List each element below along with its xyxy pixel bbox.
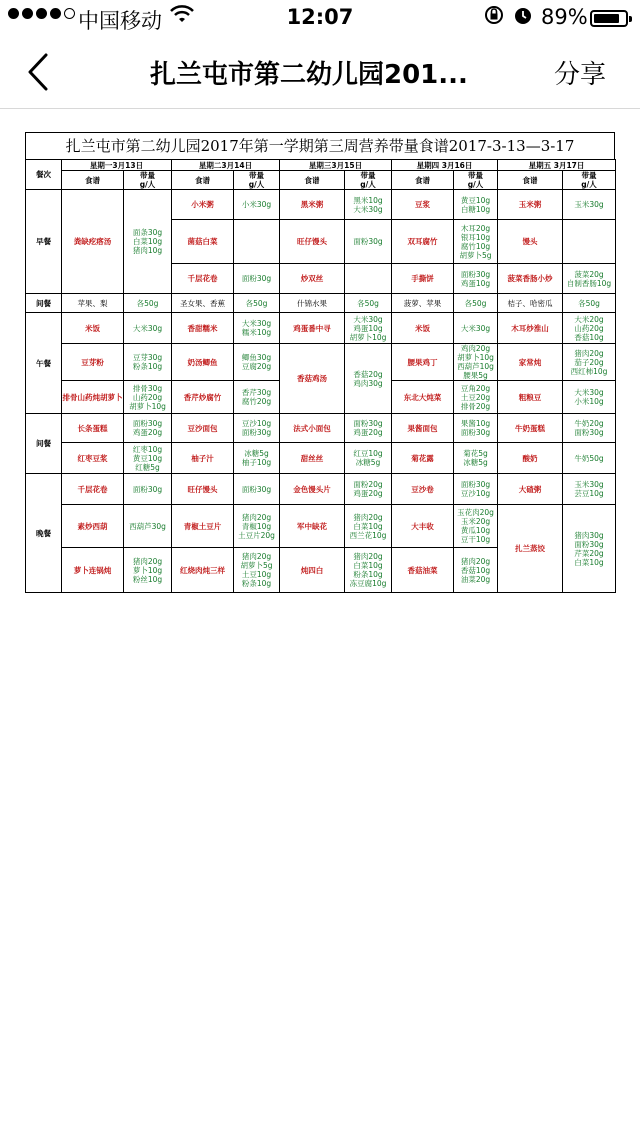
qty-cell: 面粉30g 鸡蛋20g xyxy=(345,414,392,443)
qty-cell: 各50g xyxy=(454,294,498,313)
qty-cell: 猪肉20g 香菇10g 油菜20g xyxy=(454,548,498,593)
dish-cell: 粗粮豆 xyxy=(498,381,563,414)
status-bar xyxy=(0,0,640,36)
dish-cell: 扎兰蒸饺 xyxy=(498,505,563,593)
dish-cell: 红烧肉炖三样 xyxy=(172,548,234,593)
dish-cell: 柚子汁 xyxy=(172,443,234,474)
dish-cell: 旺仔馒头 xyxy=(172,474,234,505)
menu-table xyxy=(25,159,616,593)
qty-cell: 红豆10g 冰糖5g xyxy=(345,443,392,474)
qty-cell: 黄豆10g 白糖10g xyxy=(454,190,498,220)
dish-cell: 排骨山药炖胡萝卜 xyxy=(62,381,124,414)
qty-cell: 鲫鱼30g 豆腐20g xyxy=(234,344,280,381)
qty-cell xyxy=(563,220,616,264)
dish-cell: 东北大炖菜 xyxy=(392,381,454,414)
menu-row xyxy=(26,443,616,474)
qty-cell: 豆沙10g 面粉30g xyxy=(234,414,280,443)
dish-cell: 小米粥 xyxy=(172,190,234,220)
qty-cell: 木耳20g 银耳10g 腐竹10g 胡萝卜5g xyxy=(454,220,498,264)
dish-cell: 牛奶蛋糕 xyxy=(498,414,563,443)
dish-cell: 长条蛋糕 xyxy=(62,414,124,443)
dish-cell: 双耳腐竹 xyxy=(392,220,454,264)
qty-cell: 菠菜20g 自制香肠10g xyxy=(563,264,616,294)
dish-cell: 米饭 xyxy=(62,313,124,344)
qty-cell: 猪肉30g 面粉30g 芹菜20g 白菜10g xyxy=(563,505,616,593)
dish-cell: 奶汤鲫鱼 xyxy=(172,344,234,381)
menu-row xyxy=(26,474,616,505)
dish-cell: 桔子、哈密瓜 xyxy=(498,294,563,313)
dish-cell: 菊花露 xyxy=(392,443,454,474)
qty-cell: 红枣10g 黄豆10g 红糖5g xyxy=(124,443,172,474)
dish-header: 食谱 xyxy=(172,171,234,190)
dish-cell: 旺仔馒头 xyxy=(280,220,345,264)
dish-cell: 豆沙面包 xyxy=(172,414,234,443)
qty-cell: 各50g xyxy=(563,294,616,313)
dish-cell: 豆沙卷 xyxy=(392,474,454,505)
dish-cell: 手撕饼 xyxy=(392,264,454,294)
dish-cell: 木耳炒淮山 xyxy=(498,313,563,344)
menu-row xyxy=(26,414,616,443)
dish-cell: 千层花卷 xyxy=(172,264,234,294)
dish-header: 食谱 xyxy=(280,171,345,190)
qty-cell: 猪肉20g 胡萝卜5g 土豆10g 粉条10g xyxy=(234,548,280,593)
qty-header: 带量 g/人 xyxy=(454,171,498,190)
dish-cell: 什锦水果 xyxy=(280,294,345,313)
menu-document xyxy=(25,132,615,592)
menu-row xyxy=(26,160,616,171)
dish-cell: 香甜糯米 xyxy=(172,313,234,344)
dish-cell: 大丰收 xyxy=(392,505,454,548)
dish-cell: 苹果、梨 xyxy=(62,294,124,313)
dish-cell: 千层花卷 xyxy=(62,474,124,505)
day-header: 星期一3月13日 xyxy=(62,160,172,171)
day-header: 星期五 3月17日 xyxy=(498,160,616,171)
qty-header: 带量 g/人 xyxy=(345,171,392,190)
qty-cell xyxy=(234,220,280,264)
dish-cell: 甜丝丝 xyxy=(280,443,345,474)
qty-header: 带量 g/人 xyxy=(234,171,280,190)
dish-cell: 黑米粥 xyxy=(280,190,345,220)
qty-header: 带量 g/人 xyxy=(124,171,172,190)
dish-cell: 豆浆 xyxy=(392,190,454,220)
qty-cell xyxy=(345,264,392,294)
chevron-left-icon xyxy=(24,52,54,92)
meal-label: 间餐 xyxy=(26,414,62,474)
qty-cell: 果酱10g 面粉30g xyxy=(454,414,498,443)
dish-cell: 炒双丝 xyxy=(280,264,345,294)
meal-header: 餐次 xyxy=(26,160,62,190)
qty-cell: 面粉30g xyxy=(234,264,280,294)
qty-cell: 西葫芦30g xyxy=(124,505,172,548)
dish-cell: 青椒土豆片 xyxy=(172,505,234,548)
qty-cell: 大米30g xyxy=(454,313,498,344)
dish-cell: 香菇鸡汤 xyxy=(280,344,345,414)
qty-cell: 面粉30g xyxy=(124,474,172,505)
dish-cell: 炖四白 xyxy=(280,548,345,593)
qty-cell: 鸡肉20g 胡萝卜10g 西葫芦10g 腰果5g xyxy=(454,344,498,381)
dish-cell: 豆芽粉 xyxy=(62,344,124,381)
dish-cell: 军中缺花 xyxy=(280,505,345,548)
alarm-icon xyxy=(512,4,534,31)
qty-cell: 面条30g 白菜10g 猪肉10g xyxy=(124,190,172,294)
dish-cell: 粪缺疙瘩汤 xyxy=(62,190,124,294)
dish-cell: 素炒西葫 xyxy=(62,505,124,548)
meal-label: 早餐 xyxy=(26,190,62,294)
dish-cell: 鸡蛋番中寻 xyxy=(280,313,345,344)
menu-row xyxy=(26,505,616,548)
dish-cell: 法式小面包 xyxy=(280,414,345,443)
dish-cell: 腰果鸡丁 xyxy=(392,344,454,381)
qty-header: 带量 g/人 xyxy=(563,171,616,190)
dish-cell: 萝卜连锅炖 xyxy=(62,548,124,593)
dish-cell: 馒头 xyxy=(498,220,563,264)
dish-cell: 酸奶 xyxy=(498,443,563,474)
dish-cell: 红枣豆浆 xyxy=(62,443,124,474)
menu-row xyxy=(26,190,616,220)
qty-cell: 各50g xyxy=(345,294,392,313)
dish-cell: 米饭 xyxy=(392,313,454,344)
qty-cell: 玉花肉20g 玉米20g 黄瓜10g 豆干10g xyxy=(454,505,498,548)
day-header: 星期三3月15日 xyxy=(280,160,392,171)
dish-cell: 菠菜香肠小炒 xyxy=(498,264,563,294)
qty-cell: 豆角20g 土豆20g 排骨20g xyxy=(454,381,498,414)
dish-header: 食谱 xyxy=(62,171,124,190)
qty-cell: 大米30g xyxy=(124,313,172,344)
battery-percentage: 89% xyxy=(541,5,588,29)
qty-cell: 冰糖5g 柚子10g xyxy=(234,443,280,474)
day-header: 星期四 3月16日 xyxy=(392,160,498,171)
qty-cell: 各50g xyxy=(124,294,172,313)
qty-cell: 面粉30g xyxy=(345,220,392,264)
qty-cell: 面粉30g xyxy=(234,474,280,505)
day-header: 星期二3月14日 xyxy=(172,160,280,171)
dish-cell: 玉米粥 xyxy=(498,190,563,220)
dish-cell: 大碴粥 xyxy=(498,474,563,505)
qty-cell: 大米30g 小米10g xyxy=(563,381,616,414)
dish-cell: 金色馒头片 xyxy=(280,474,345,505)
qty-cell: 猪肉20g 白菜10g 粉条10g 冻豆腐10g xyxy=(345,548,392,593)
dish-cell: 圣女果、香蕉 xyxy=(172,294,234,313)
qty-cell: 菊花5g 冰糖5g xyxy=(454,443,498,474)
qty-cell: 猪肉20g 白菜10g 西兰花10g xyxy=(345,505,392,548)
qty-cell: 面粉20g 鸡蛋20g xyxy=(345,474,392,505)
dish-header: 食谱 xyxy=(498,171,563,190)
qty-cell: 大米30g 糯米10g xyxy=(234,313,280,344)
qty-cell: 小米30g xyxy=(234,190,280,220)
battery-icon xyxy=(590,10,628,27)
menu-row xyxy=(26,171,616,190)
menu-row xyxy=(26,294,616,313)
meal-label: 间餐 xyxy=(26,294,62,313)
share-button[interactable]: 分享 xyxy=(554,60,607,90)
qty-cell: 玉米30g 芸豆10g xyxy=(563,474,616,505)
dish-cell: 菠萝、苹果 xyxy=(392,294,454,313)
qty-cell: 黑米10g 大米30g xyxy=(345,190,392,220)
navigation-bar xyxy=(0,36,640,109)
qty-cell: 大米20g 山药20g 香菇10g xyxy=(563,313,616,344)
menu-row xyxy=(26,344,616,381)
dish-cell: 家常炖 xyxy=(498,344,563,381)
qty-cell: 面粉30g 鸡蛋10g xyxy=(454,264,498,294)
qty-cell: 猪肉20g 青椒10g 土豆片20g xyxy=(234,505,280,548)
qty-cell: 猪肉20g 茄子20g 西红柿10g xyxy=(563,344,616,381)
qty-cell: 各50g xyxy=(234,294,280,313)
page-title: 扎兰屯市第二幼儿园201... xyxy=(150,60,468,90)
carrier-name: 中国移动 xyxy=(78,9,162,33)
menu-row xyxy=(26,313,616,344)
rotation-lock-icon xyxy=(483,4,505,31)
clock-time: 12:07 xyxy=(286,5,354,29)
qty-cell: 豆芽30g 粉条10g xyxy=(124,344,172,381)
qty-cell: 猪肉20g 萝卜10g 粉丝10g xyxy=(124,548,172,593)
qty-cell: 香菇20g 鸡肉30g xyxy=(345,344,392,414)
dish-cell: 香芹炒腐竹 xyxy=(172,381,234,414)
qty-cell: 香芹30g 腐竹20g xyxy=(234,381,280,414)
meal-label: 午餐 xyxy=(26,313,62,414)
dish-cell: 香菇油菜 xyxy=(392,548,454,593)
qty-cell: 排骨30g 山药20g 胡萝卜10g xyxy=(124,381,172,414)
qty-cell: 面粉30g 豆沙10g xyxy=(454,474,498,505)
dish-cell: 果酱面包 xyxy=(392,414,454,443)
menu-title: 扎兰屯市第二幼儿园2017年第一学期第三周营养带量食谱2017-3-13—3-17 xyxy=(25,132,615,159)
qty-cell: 面粉30g 鸡蛋20g xyxy=(124,414,172,443)
dish-cell: 菌菇白菜 xyxy=(172,220,234,264)
dish-header: 食谱 xyxy=(392,171,454,190)
qty-cell: 牛奶50g xyxy=(563,443,616,474)
qty-cell: 玉米30g xyxy=(563,190,616,220)
qty-cell: 牛奶20g 面粉30g xyxy=(563,414,616,443)
meal-label: 晚餐 xyxy=(26,474,62,593)
qty-cell: 大米30g 鸡蛋10g 胡萝卜10g xyxy=(345,313,392,344)
back-button[interactable] xyxy=(24,52,54,92)
